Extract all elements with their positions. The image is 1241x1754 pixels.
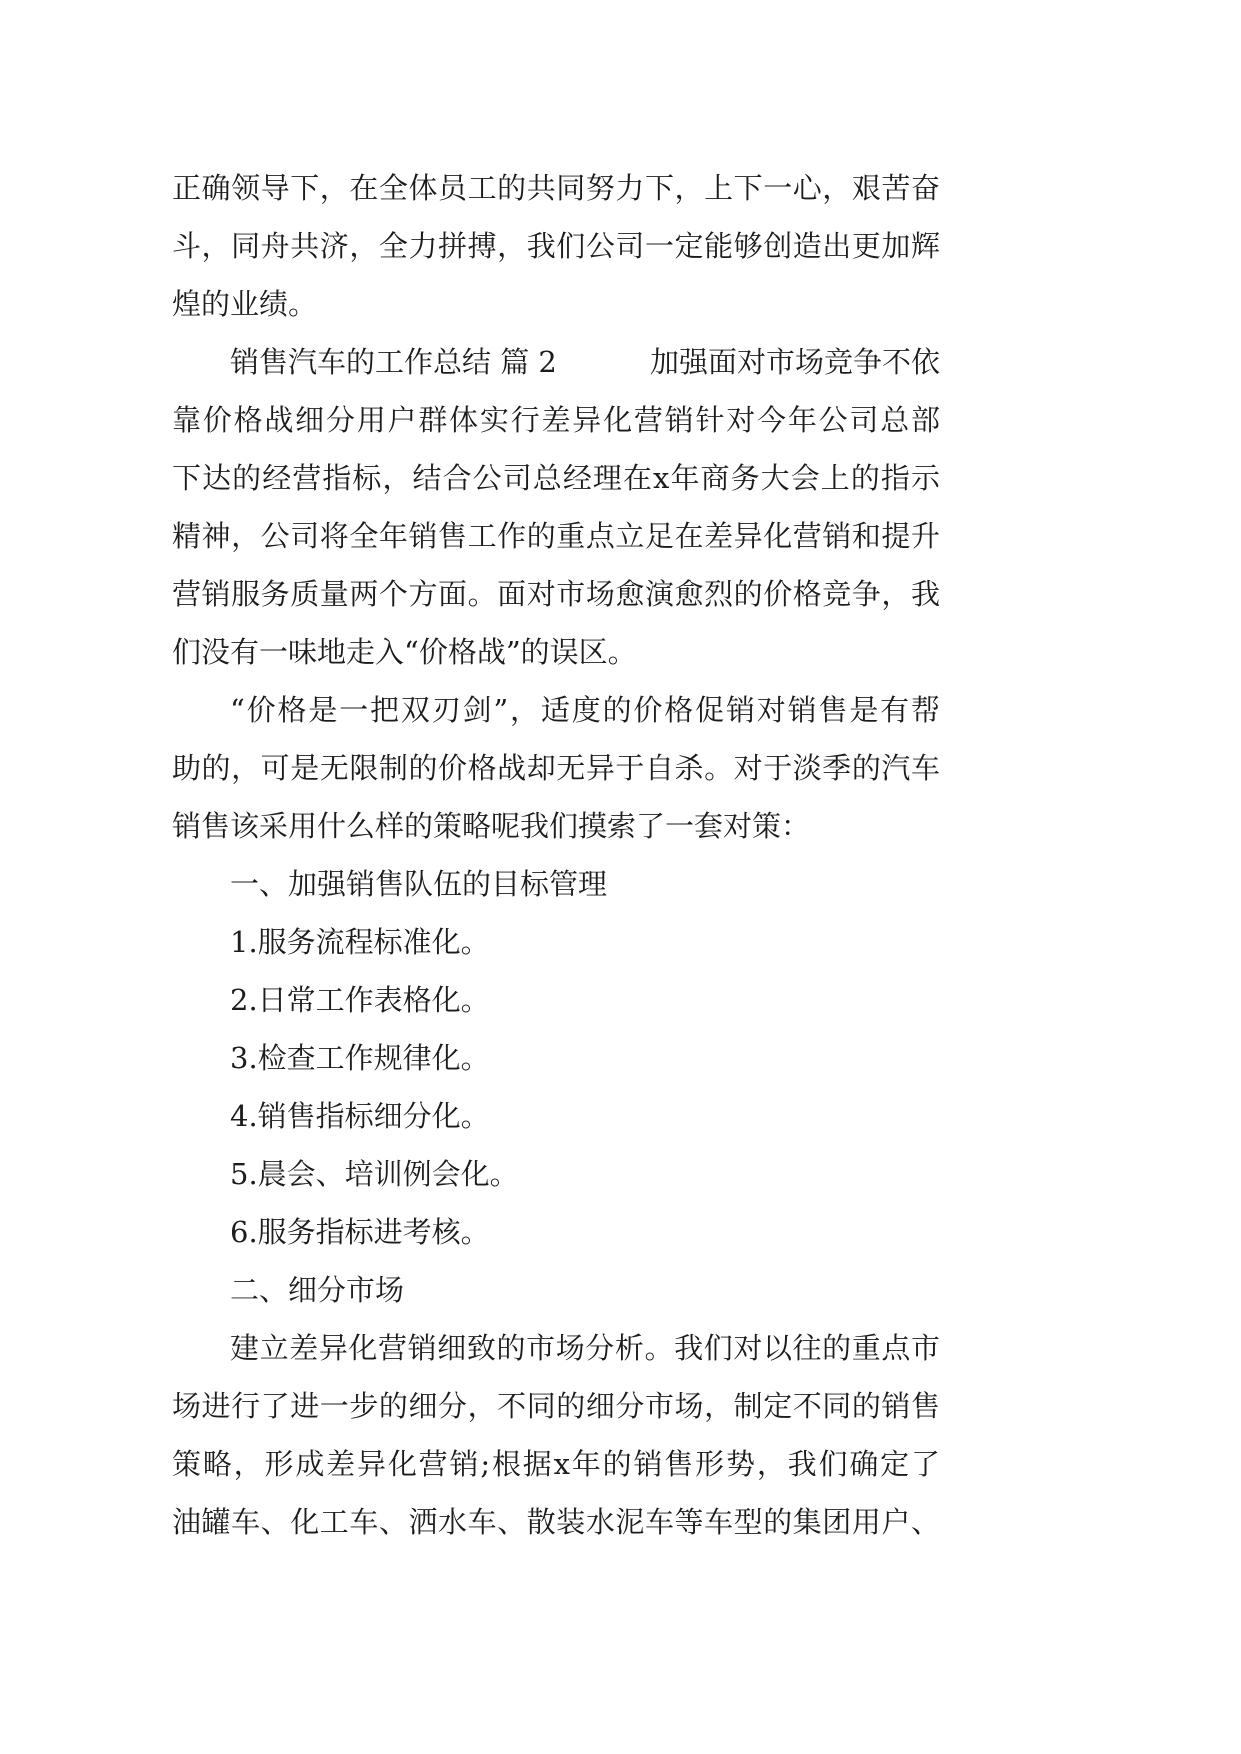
text-line: 场进行了进一步的细分，不同的细分市场，制定不同的销售 [172, 1389, 940, 1423]
list-item: 2.日常工作表格化。 [230, 983, 490, 1017]
text-line: 斗，同舟共济，全力拼搏，我们公司一定能够创造出更加辉 [172, 229, 940, 263]
text-line: 助的，可是无限制的价格战却无异于自杀。对于淡季的汽车 [172, 751, 940, 785]
text-line: 煌的业绩。 [172, 287, 318, 321]
text-line: 们没有一味地走入“价格战”的误区。 [172, 635, 637, 669]
list-item: 5.晨会、培训例会化。 [230, 1157, 519, 1191]
text-line: 靠价格战细分用户群体实行差异化营销针对今年公司总部 [172, 403, 940, 437]
text-line: 油罐车、化工车、洒水车、散装水泥车等车型的集团用户、 [172, 1505, 940, 1539]
text-line: “价格是一把双刃剑”，适度的价格促销对销售是有帮 [230, 693, 940, 727]
text-line: 下达的经营指标，结合公司总经理在x年商务大会上的指示 [172, 461, 940, 495]
text-line: 营销服务质量两个方面。面对市场愈演愈烈的价格竞争，我 [172, 577, 940, 611]
text-line: 加强面对市场竞争不依 [649, 345, 940, 379]
text-line: 销售该采用什么样的策略呢我们摸索了一套对策： [172, 809, 811, 843]
section-heading-line [172, 333, 940, 391]
document-body [172, 159, 940, 1551]
text-line: 精神，公司将全年销售工作的重点立足在差异化营销和提升 [172, 519, 940, 553]
list-heading: 一、加强销售队伍的目标管理 [230, 867, 608, 901]
list-item: 4.销售指标细分化。 [230, 1099, 490, 1133]
section-heading: 销售汽车的工作总结 篇 2 [230, 345, 557, 379]
text-line: 策略，形成差异化营销;根据x年的销售形势，我们确定了 [172, 1447, 940, 1481]
list-item: 1.服务流程标准化。 [230, 925, 490, 959]
list-item: 3.检查工作规律化。 [230, 1041, 490, 1075]
list-item: 6.服务指标进考核。 [230, 1215, 490, 1249]
text-line: 建立差异化营销细致的市场分析。我们对以往的重点市 [230, 1331, 940, 1365]
list-heading: 二、细分市场 [230, 1273, 405, 1307]
text-line: 正确领导下，在全体员工的共同努力下，上下一心，艰苦奋 [172, 171, 940, 205]
